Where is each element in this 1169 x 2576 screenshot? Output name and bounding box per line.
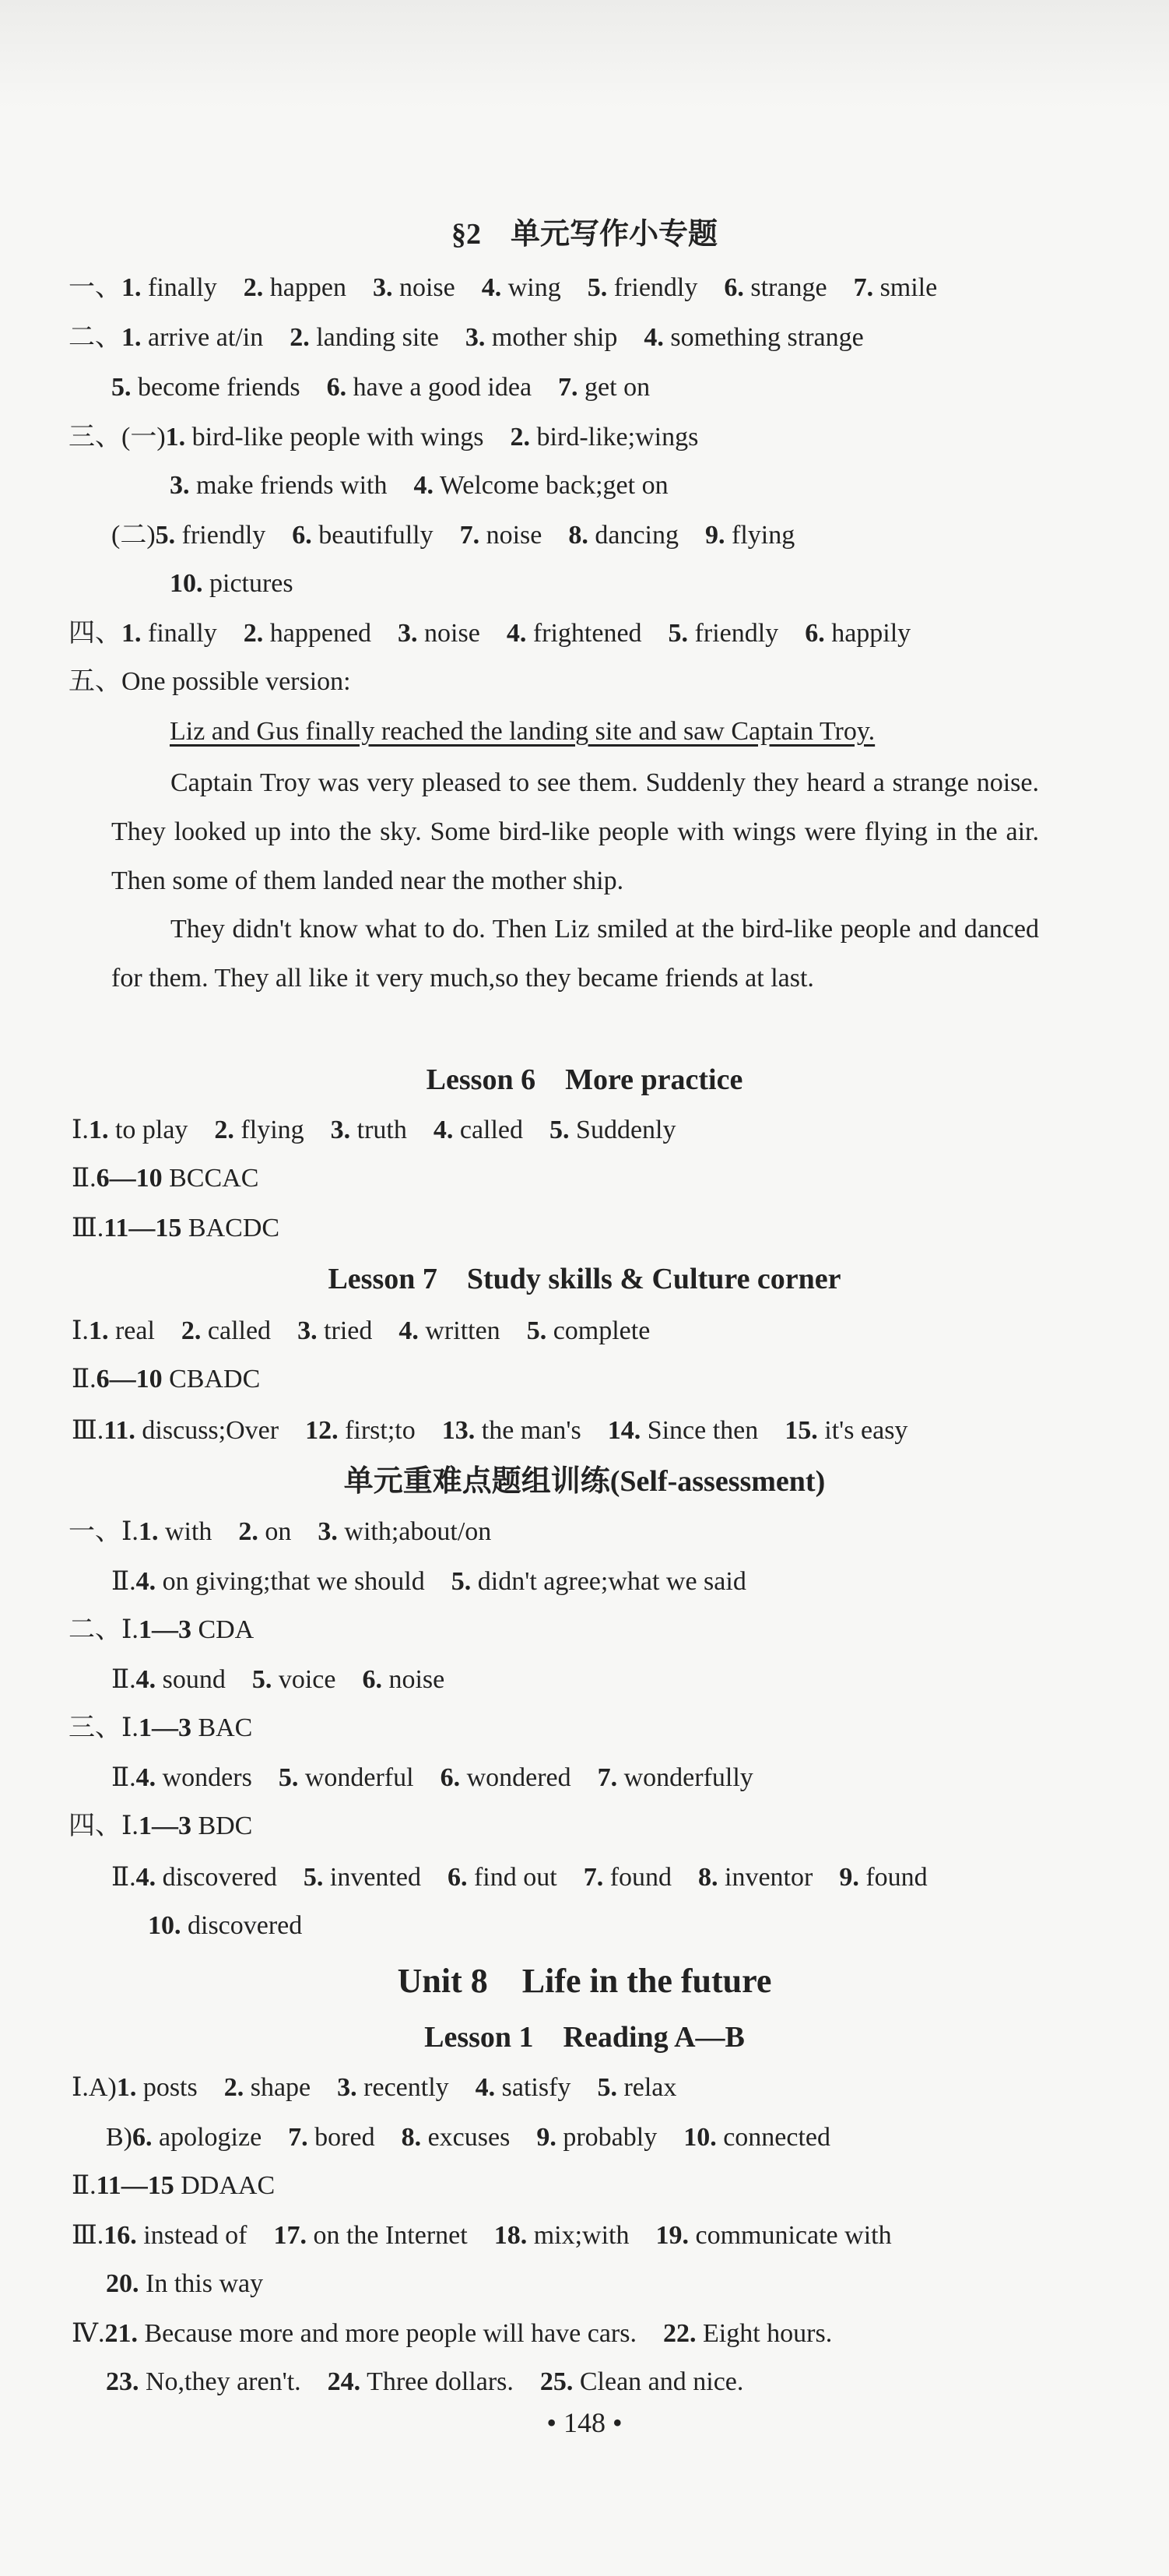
answer-text: sound bbox=[162, 1665, 226, 1694]
question-number: 2. bbox=[510, 423, 531, 452]
answer-text: wing bbox=[507, 273, 561, 302]
answer-text: truth bbox=[356, 1116, 407, 1144]
answer-prefix: 一、Ⅰ. bbox=[68, 1517, 139, 1546]
question-number: 21. bbox=[104, 2319, 138, 2348]
question-number: 5. bbox=[251, 1665, 272, 1694]
question-number: 10. bbox=[148, 1911, 181, 1940]
lesson-6-heading: Lesson 6 More practice bbox=[426, 1063, 743, 1096]
answer-prefix: 三、(一) bbox=[68, 423, 166, 452]
answer-line bbox=[72, 1314, 650, 1348]
answer-text: mother ship bbox=[491, 323, 618, 352]
question-number: 8. bbox=[568, 521, 588, 550]
answer-text: probably bbox=[563, 2123, 658, 2152]
answer-text: BDC bbox=[198, 1812, 253, 1840]
answer-text: called bbox=[459, 1116, 524, 1144]
question-number: 3. bbox=[170, 471, 190, 500]
answer-text: bird-like;wings bbox=[536, 423, 699, 452]
answer-text: BACDC bbox=[188, 1214, 280, 1242]
answer-text: strange bbox=[750, 273, 827, 302]
question-number: 5. bbox=[111, 373, 132, 402]
answer-text: beautifully bbox=[318, 521, 434, 550]
answer-text: recently bbox=[363, 2073, 449, 2102]
question-number: 4. bbox=[481, 273, 502, 302]
answer-line bbox=[106, 2267, 263, 2301]
question-number: 1—3 bbox=[138, 1615, 191, 1644]
question-number: 6. bbox=[440, 1763, 461, 1792]
question-number: 11. bbox=[104, 1416, 135, 1445]
answer-text: DDAAC bbox=[181, 2171, 276, 2200]
question-number: 3. bbox=[398, 619, 418, 648]
question-number: 11—15 bbox=[96, 2171, 174, 2200]
question-number: 3. bbox=[337, 2073, 357, 2102]
question-number: 2. bbox=[290, 323, 310, 352]
question-number: 6. bbox=[362, 1665, 382, 1694]
answer-text: smile bbox=[879, 273, 938, 302]
question-number: 6—10 bbox=[96, 1164, 163, 1193]
answer-line bbox=[111, 371, 650, 405]
answer-text: found bbox=[609, 1863, 672, 1892]
answer-line bbox=[68, 1809, 252, 1843]
answer-line bbox=[106, 2121, 830, 2155]
question-number: 5. bbox=[587, 273, 608, 302]
question-number: 11—15 bbox=[104, 1214, 182, 1242]
answer-text: No,they aren't. bbox=[146, 2367, 301, 2396]
answer-text: with;about/on bbox=[344, 1517, 492, 1546]
answer-text: discovered bbox=[188, 1911, 303, 1940]
answer-text: friendly bbox=[694, 619, 779, 648]
answer-text: with bbox=[164, 1517, 212, 1546]
answer-text: finally bbox=[148, 619, 217, 648]
question-number: 4. bbox=[433, 1116, 454, 1144]
question-number: 22. bbox=[663, 2319, 697, 2348]
question-number: 18. bbox=[493, 2221, 528, 2250]
answer-text: connected bbox=[723, 2123, 831, 2152]
question-number: 5. bbox=[451, 1567, 472, 1596]
answer-line bbox=[148, 1909, 302, 1943]
question-number: 2. bbox=[181, 1316, 202, 1345]
question-number: 6. bbox=[132, 2123, 153, 2152]
answer-text: noise bbox=[388, 1665, 445, 1694]
answer-line bbox=[106, 2365, 743, 2399]
answer-text: called bbox=[207, 1316, 272, 1345]
page-number: • 148 • bbox=[546, 2407, 623, 2438]
answer-prefix: 四、 bbox=[68, 619, 121, 648]
answer-text: real bbox=[114, 1316, 155, 1345]
question-number: 17. bbox=[273, 2221, 307, 2250]
answer-text: noise bbox=[424, 619, 480, 648]
question-number: 2. bbox=[243, 273, 264, 302]
answer-text: Clean and nice. bbox=[579, 2367, 744, 2396]
answer-prefix: Ⅱ. bbox=[72, 1365, 97, 1393]
question-number: 6. bbox=[447, 1863, 468, 1892]
answer-line bbox=[72, 1161, 258, 1196]
question-number: 2. bbox=[238, 1517, 258, 1546]
answer-text: CDA bbox=[198, 1615, 255, 1644]
answer-line bbox=[68, 271, 937, 305]
answer-text: pictures bbox=[209, 569, 293, 598]
answer-line bbox=[111, 1861, 928, 1895]
question-number: 9. bbox=[536, 2123, 556, 2152]
answer-text: Eight hours. bbox=[703, 2319, 833, 2348]
answer-text: communicate with bbox=[695, 2221, 892, 2250]
answer-text: wonders bbox=[162, 1763, 252, 1792]
question-number: 4. bbox=[413, 471, 434, 500]
answer-text: satisfy bbox=[501, 2073, 571, 2102]
answer-text: found bbox=[865, 1863, 928, 1892]
answer-text: arrive at/in bbox=[148, 323, 264, 352]
answer-line bbox=[72, 2317, 832, 2351]
answer-text: on bbox=[265, 1517, 292, 1546]
question-number: 3. bbox=[318, 1517, 338, 1546]
answer-prefix: 三、Ⅰ. bbox=[68, 1713, 139, 1742]
question-number: 1. bbox=[138, 1517, 159, 1546]
answer-line bbox=[68, 1515, 491, 1549]
essay-first-sentence: Liz and Gus finally reached the landing site and saw Captain Troy. bbox=[170, 717, 876, 746]
answer-text: Because more and more people will have cars. bbox=[144, 2319, 637, 2348]
question-number: 1. bbox=[121, 323, 142, 352]
question-number: 12. bbox=[305, 1416, 339, 1445]
answer-text: tried bbox=[324, 1316, 373, 1345]
question-number: 1—3 bbox=[138, 1713, 191, 1742]
answer-line bbox=[111, 1663, 444, 1697]
unit-8-lesson-1-heading: Lesson 1 Reading A—B bbox=[424, 2021, 745, 2054]
question-number: 5. bbox=[526, 1316, 547, 1345]
answer-prefix: Ⅲ. bbox=[72, 1416, 104, 1445]
question-number: 4. bbox=[475, 2073, 496, 2102]
question-number: 10. bbox=[683, 2123, 717, 2152]
question-number: 3. bbox=[330, 1116, 351, 1144]
answer-prefix: Ⅰ. bbox=[72, 1316, 89, 1345]
answer-text: happily bbox=[831, 619, 911, 648]
answer-text: noise bbox=[398, 273, 455, 302]
answer-prefix: Ⅰ.A) bbox=[72, 2073, 117, 2102]
answer-prefix: B) bbox=[106, 2123, 132, 2152]
question-number: 6. bbox=[805, 619, 825, 648]
question-number: 4. bbox=[135, 1763, 156, 1792]
question-number: 4. bbox=[644, 323, 664, 352]
answer-text: Suddenly bbox=[576, 1116, 676, 1144]
question-number: 7. bbox=[558, 373, 578, 402]
question-number: 10. bbox=[170, 569, 203, 598]
essay-paragraph: Captain Troy was very pleased to see them. Suddenly they heard a strange noise. They looked up into the sky. Some bird-like people with wings were flying in the air. Then some of them landed near the mother ship. bbox=[111, 768, 1039, 895]
answer-line bbox=[72, 1414, 907, 1448]
answer-text: to play bbox=[114, 1116, 188, 1144]
answer-text: on giving;that we should bbox=[162, 1567, 425, 1596]
question-number: 1. bbox=[88, 1316, 109, 1345]
question-number: 16. bbox=[104, 2221, 137, 2250]
unit-8-heading: Unit 8 Life in the future bbox=[397, 1962, 772, 2000]
answer-prefix: Ⅲ. bbox=[72, 2221, 104, 2250]
answer-line bbox=[72, 2219, 892, 2253]
question-number: 4. bbox=[135, 1665, 156, 1694]
answer-prefix: Ⅳ. bbox=[72, 2319, 105, 2348]
question-number: 1. bbox=[121, 619, 142, 648]
question-number: 9. bbox=[705, 521, 725, 550]
answer-line bbox=[72, 1362, 260, 1397]
question-number: 5. bbox=[597, 2073, 617, 2102]
question-number: 5. bbox=[155, 521, 176, 550]
question-number: 3. bbox=[372, 273, 393, 302]
answer-text: dancing bbox=[595, 521, 679, 550]
answer-text: excuses bbox=[427, 2123, 511, 2152]
answer-line bbox=[68, 1613, 254, 1647]
answer-prefix: (二) bbox=[111, 521, 156, 550]
answer-line bbox=[72, 1211, 279, 1246]
answer-text: on the Internet bbox=[313, 2221, 468, 2250]
answer-prefix: 二、 bbox=[68, 323, 121, 352]
question-number: 7. bbox=[583, 1863, 604, 1892]
answer-line bbox=[68, 617, 911, 651]
answer-text: Welcome back;get on bbox=[439, 471, 669, 500]
answer-text: CBADC bbox=[169, 1365, 261, 1393]
answer-line bbox=[72, 2071, 676, 2105]
question-number: 19. bbox=[655, 2221, 689, 2250]
answer-line bbox=[68, 420, 698, 455]
question-number: 7. bbox=[853, 273, 874, 302]
answer-prefix: 二、Ⅰ. bbox=[68, 1615, 139, 1644]
essay-paragraph: They didn't know what to do. Then Liz smiled at the bird-like people and danced for them. They all like it very much,so they became friends at last. bbox=[111, 915, 1039, 993]
answer-text: find out bbox=[473, 1863, 557, 1892]
answer-text: happen bbox=[269, 273, 346, 302]
answer-text: friendly bbox=[181, 521, 266, 550]
question-number: 9. bbox=[839, 1863, 859, 1892]
self-assessment-heading: 单元重难点题组训练(Self-assessment) bbox=[343, 1465, 826, 1498]
answer-prefix: Ⅰ. bbox=[72, 1116, 89, 1144]
answer-text: relax bbox=[623, 2073, 677, 2102]
question-number: 5. bbox=[668, 619, 689, 648]
answer-line bbox=[111, 518, 795, 553]
answer-text: become friends bbox=[138, 373, 300, 402]
answer-line bbox=[111, 1565, 746, 1599]
answer-text: apologize bbox=[159, 2123, 262, 2152]
essay-intro: 五、One possible version: bbox=[68, 667, 351, 696]
question-number: 5. bbox=[303, 1863, 324, 1892]
answer-line bbox=[68, 1711, 252, 1745]
answer-text: get on bbox=[584, 373, 651, 402]
answer-prefix: 四、Ⅰ. bbox=[68, 1812, 139, 1840]
answer-text: first;to bbox=[345, 1416, 416, 1445]
answer-text: posts bbox=[142, 2073, 198, 2102]
answer-text: flying bbox=[732, 521, 795, 550]
question-number: 7. bbox=[459, 521, 480, 550]
answer-text: have a good idea bbox=[353, 373, 532, 402]
answer-prefix: Ⅱ. bbox=[111, 1763, 136, 1792]
question-number: 4. bbox=[135, 1863, 156, 1892]
answer-text: finally bbox=[148, 273, 217, 302]
answer-text: Three dollars. bbox=[367, 2367, 514, 2396]
answer-text: wonderful bbox=[304, 1763, 414, 1792]
answer-text: friendly bbox=[613, 273, 698, 302]
answer-line bbox=[72, 1113, 676, 1147]
question-number: 20. bbox=[106, 2269, 139, 2298]
question-number: 1. bbox=[165, 423, 186, 452]
question-number: 2. bbox=[223, 2073, 244, 2102]
answer-prefix: Ⅱ. bbox=[72, 1164, 97, 1193]
question-number: 15. bbox=[785, 1416, 818, 1445]
answer-text: wonderfully bbox=[623, 1763, 753, 1792]
question-number: 1. bbox=[121, 273, 142, 302]
question-number: 3. bbox=[465, 323, 486, 352]
answer-text: BAC bbox=[198, 1713, 253, 1742]
question-number: 23. bbox=[106, 2367, 139, 2396]
answer-text: instead of bbox=[143, 2221, 247, 2250]
answer-text: complete bbox=[553, 1316, 651, 1345]
question-number: 7. bbox=[597, 1763, 618, 1792]
question-number: 8. bbox=[401, 2123, 422, 2152]
answer-text: discovered bbox=[162, 1863, 277, 1892]
question-number: 2. bbox=[243, 619, 264, 648]
question-number: 6. bbox=[292, 521, 312, 550]
question-number: 6—10 bbox=[96, 1365, 163, 1393]
answer-text: written bbox=[425, 1316, 500, 1345]
answer-text: noise bbox=[486, 521, 542, 550]
answer-line bbox=[72, 2169, 275, 2203]
lesson-7-heading: Lesson 7 Study skills & Culture corner bbox=[328, 1263, 841, 1295]
answer-prefix: 一、 bbox=[68, 273, 121, 302]
answer-text: voice bbox=[278, 1665, 336, 1694]
answer-text: discuss;Over bbox=[142, 1416, 279, 1445]
question-number: 4. bbox=[506, 619, 527, 648]
answer-text: shape bbox=[250, 2073, 311, 2102]
answer-text: it's easy bbox=[824, 1416, 908, 1445]
answer-line bbox=[170, 469, 669, 503]
question-number: 6. bbox=[724, 273, 744, 302]
answer-text: Since then bbox=[647, 1416, 759, 1445]
answer-text: invented bbox=[329, 1863, 421, 1892]
answer-text: something strange bbox=[670, 323, 864, 352]
question-number: 24. bbox=[327, 2367, 361, 2396]
question-number: 25. bbox=[539, 2367, 574, 2396]
answer-text: mix;with bbox=[533, 2221, 630, 2250]
question-number: 2. bbox=[214, 1116, 234, 1144]
question-number: 4. bbox=[135, 1567, 156, 1596]
question-number: 5. bbox=[278, 1763, 299, 1792]
answer-text: bored bbox=[314, 2123, 375, 2152]
answer-prefix: Ⅱ. bbox=[72, 2171, 97, 2200]
answer-text: landing site bbox=[316, 323, 439, 352]
question-number: 7. bbox=[288, 2123, 308, 2152]
question-number: 14. bbox=[607, 1416, 641, 1445]
answer-text: In this way bbox=[146, 2269, 264, 2298]
answer-line bbox=[68, 321, 864, 355]
answer-text: BCCAC bbox=[169, 1164, 259, 1193]
question-number: 6. bbox=[326, 373, 347, 402]
answer-text: make friends with bbox=[196, 471, 388, 500]
answer-prefix: Ⅱ. bbox=[111, 1863, 136, 1892]
question-number: 5. bbox=[549, 1116, 570, 1144]
answer-line bbox=[111, 1761, 753, 1795]
question-number: 4. bbox=[398, 1316, 419, 1345]
answer-text: the man's bbox=[481, 1416, 581, 1445]
answer-prefix: Ⅲ. bbox=[72, 1214, 104, 1242]
answer-text: flying bbox=[240, 1116, 304, 1144]
question-number: 1—3 bbox=[138, 1812, 191, 1840]
answer-line bbox=[170, 567, 293, 601]
answer-prefix: Ⅱ. bbox=[111, 1665, 136, 1694]
question-number: 1. bbox=[116, 2073, 137, 2102]
answer-text: bird-like people with wings bbox=[191, 423, 484, 452]
answer-text: inventor bbox=[725, 1863, 813, 1892]
answer-text: frightened bbox=[532, 619, 642, 648]
question-number: 13. bbox=[441, 1416, 476, 1445]
section-heading-writing: §2 单元写作小专题 bbox=[451, 218, 718, 251]
answer-text: wondered bbox=[466, 1763, 571, 1792]
question-number: 1. bbox=[88, 1116, 109, 1144]
answer-prefix: Ⅱ. bbox=[111, 1567, 136, 1596]
answer-text: didn't agree;what we said bbox=[477, 1567, 746, 1596]
question-number: 8. bbox=[698, 1863, 718, 1892]
question-number: 3. bbox=[297, 1316, 318, 1345]
answer-text: happened bbox=[269, 619, 372, 648]
